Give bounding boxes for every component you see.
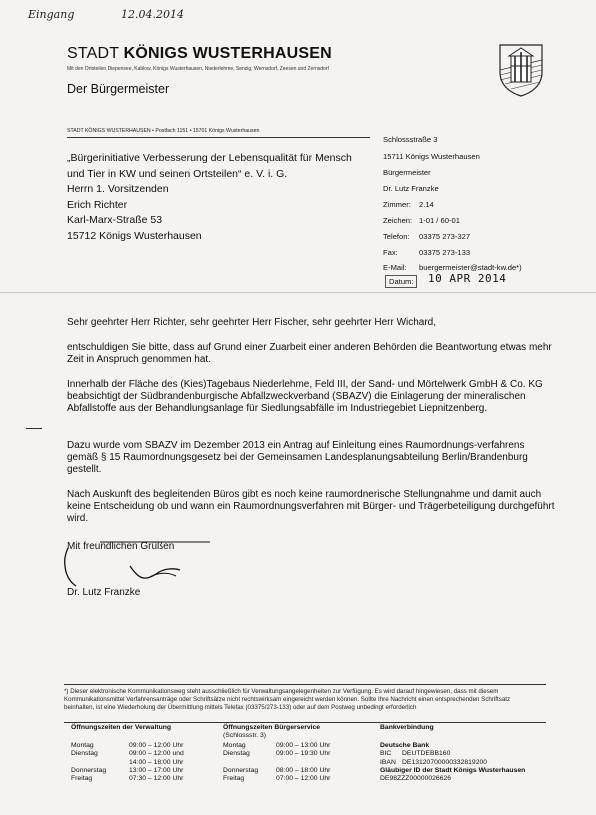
info-label-phone: Telefon: bbox=[383, 232, 410, 241]
signer-name: Dr. Lutz Franzke bbox=[67, 587, 141, 598]
paragraph-1: entschuldigen Sie bitte, dass auf Grund einer Zuarbeit einer anderen Behörden die Beantwortung etwas mehr Zeit in Anspruch genommen hat. bbox=[67, 342, 552, 366]
punch-mark bbox=[26, 428, 42, 429]
hours-time: 07:00 – 12:00 Uhr bbox=[276, 775, 331, 783]
info-label-date: Datum: bbox=[385, 275, 417, 288]
info-label-room: Zimmer: bbox=[383, 200, 411, 209]
hours-service-title: Öffnungszeiten Bürgerservice bbox=[223, 724, 321, 731]
city-heading bbox=[67, 45, 332, 63]
city-subtitle: Mit den Ortsteilen Diepensee, Kablow, Königs Wusterhausen, Niederlehme, Senzig, Wernsdorf, Zeesen und Zernsdorf bbox=[67, 66, 329, 72]
info-value-ref: 1-01 / 60-01 bbox=[419, 216, 460, 225]
recipient-line: Herrn 1. Vorsitzenden bbox=[67, 183, 169, 195]
hours-time: 14:00 – 18:00 Uhr bbox=[129, 758, 184, 766]
hours-day: Donnerstag bbox=[223, 766, 259, 774]
closing: Mit freundlichen Grüßen bbox=[67, 541, 175, 552]
hours-admin-table bbox=[71, 742, 184, 783]
hours-time: 08:00 – 18:00 Uhr bbox=[276, 766, 331, 774]
paragraph-4: Nach Auskunft des begleitenden Büros gibt es noch keine raumordnerische Stellungnahme und damit auch keine Entscheidung ob und wann ein Raumordnungsverfahren mit Bürger- und Trägerbeteiligung durchgeführt wird. bbox=[67, 489, 555, 525]
hours-admin-title: Öffnungszeiten der Verwaltung bbox=[71, 724, 172, 731]
paragraph-2: Innerhalb der Fläche des (Kies)Tagebaus Niederlehme, Feld III, der Sand- und Mörtelwerk GmbH & Co. KG beabsichtigt der Südbrandenburgische Abfallzweckverband (SBAZV) die Einlagerung der mineralischen Abfallstoffe aus der Behandlungsanlage für Siedlungsabfälle im Industriegebiet Liepnitzenberg. bbox=[67, 379, 543, 415]
footer-rule bbox=[64, 684, 546, 685]
city-name: KÖNIGS WUSTERHAUSEN bbox=[123, 45, 332, 62]
sender-underline bbox=[67, 137, 370, 138]
hours-time: 09:00 – 12:00 und bbox=[129, 750, 184, 758]
hours-day: Montag bbox=[223, 742, 246, 749]
bank-details bbox=[380, 742, 525, 783]
info-person: Dr. Lutz Franzke bbox=[383, 184, 439, 193]
info-value-fax: 03375 273-133 bbox=[419, 248, 471, 257]
hours-time: 13:00 – 17:00 Uhr bbox=[129, 766, 184, 774]
bic-label: BIC bbox=[380, 750, 392, 758]
city-prefix: STADT bbox=[67, 45, 124, 62]
info-label-ref: Zeichen: bbox=[383, 216, 413, 225]
info-street: Schlossstraße 3 bbox=[383, 135, 438, 144]
city-crest-icon bbox=[497, 42, 545, 97]
date-stamp: 10 APR 2014 bbox=[428, 272, 507, 285]
handwritten-label: Eingang bbox=[28, 8, 75, 21]
footer-table-rule bbox=[64, 722, 546, 723]
hours-time: 09:00 – 12:00 Uhr bbox=[129, 742, 184, 749]
hours-time: 07:30 – 12:00 Uhr bbox=[129, 775, 184, 783]
info-value-phone: 03375 273-327 bbox=[419, 232, 471, 241]
info-city: 15711 Königs Wusterhausen bbox=[383, 152, 480, 161]
footer-note: *) Dieser elektronische Kommunikationsweg steht ausschließlich für Verwaltungsangelegenheiten zur Verfügung. Es wird darauf hingewiesen, dass mit diesem Kommunikationsmittel Verfahrensanträge oder Schriftsätze nicht rechtswirksam eingereicht werden können. Sollte Ihre Nachricht einen entsprechenden Schriftsatz beinhalten, ist eine Wiederholung der Übermittlung mittels Telefax (03375/273-133) oder auf dem Postweg unbedingt erforderlich bbox=[64, 688, 511, 711]
iban-label: IBAN bbox=[380, 758, 396, 766]
info-label-email: E-Mail: bbox=[383, 263, 407, 272]
hours-day: Donnerstag bbox=[71, 766, 107, 774]
iban-value: DE13120700000332819200 bbox=[402, 758, 488, 766]
handwritten-date: 12.04.2014 bbox=[121, 8, 184, 21]
recipient-line: 15712 Königs Wusterhausen bbox=[67, 229, 202, 242]
hours-day: Montag bbox=[71, 742, 94, 749]
sender-line: STADT KÖNIGS WUSTERHAUSEN • Postfach 1151 • 15701 Königs Wusterhausen bbox=[67, 128, 260, 134]
bic-value: DEUTDEBB160 bbox=[402, 750, 451, 758]
creditor-label: Gläubiger ID der Stadt Königs Wusterhausen bbox=[380, 766, 526, 774]
fold-line bbox=[0, 292, 596, 293]
recipient-line: und Tier in KW und seinen Ortsteilen“ e. V. i. G. bbox=[67, 167, 288, 180]
hours-service-subtitle: (Schlossstr. 3) bbox=[223, 732, 267, 739]
recipient-line: Erich Richter bbox=[67, 198, 128, 211]
creditor-id: DE98ZZZ00000026626 bbox=[380, 775, 452, 783]
hours-day: Freitag bbox=[71, 775, 93, 783]
hours-time: 09:00 – 13:00 Uhr bbox=[276, 742, 331, 749]
recipient-address bbox=[67, 151, 352, 244]
bank-name: Deutsche Bank bbox=[380, 742, 430, 749]
paragraph-3: Dazu wurde vom SBAZV im Dezember 2013 ein Antrag auf Einleitung eines Raumordnungs-verfahrens gemäß § 15 Raumordnungsgesetz bei der Gemeinsamen Landesplanungsabteilung Berlin/Brandenburg gestellt. bbox=[67, 440, 528, 476]
info-label-fax: Fax: bbox=[383, 248, 398, 257]
salutation: Sehr geehrter Herr Richter, sehr geehrter Herr Fischer, sehr geehrter Herr Wichard, bbox=[67, 317, 437, 328]
mayor-title: Der Bürgermeister bbox=[67, 82, 170, 96]
bank-title: Bankverbindung bbox=[380, 724, 434, 731]
hours-day: Freitag bbox=[223, 775, 245, 783]
recipient-line: „Bürgerinitiative Verbesserung der Lebensqualität für Mensch bbox=[67, 152, 352, 164]
info-office: Bürgermeister bbox=[383, 168, 431, 177]
info-value-room: 2.14 bbox=[419, 200, 434, 209]
recipient-line: Karl-Marx-Straße 53 bbox=[67, 214, 163, 226]
hours-service-table bbox=[223, 742, 330, 783]
hours-day: Dienstag bbox=[223, 750, 250, 758]
hours-time: 09:00 – 19:30 Uhr bbox=[276, 750, 331, 758]
hours-day: Dienstag bbox=[71, 750, 98, 758]
info-value-email: buergermeister@stadt-kw.de*) bbox=[419, 263, 522, 272]
